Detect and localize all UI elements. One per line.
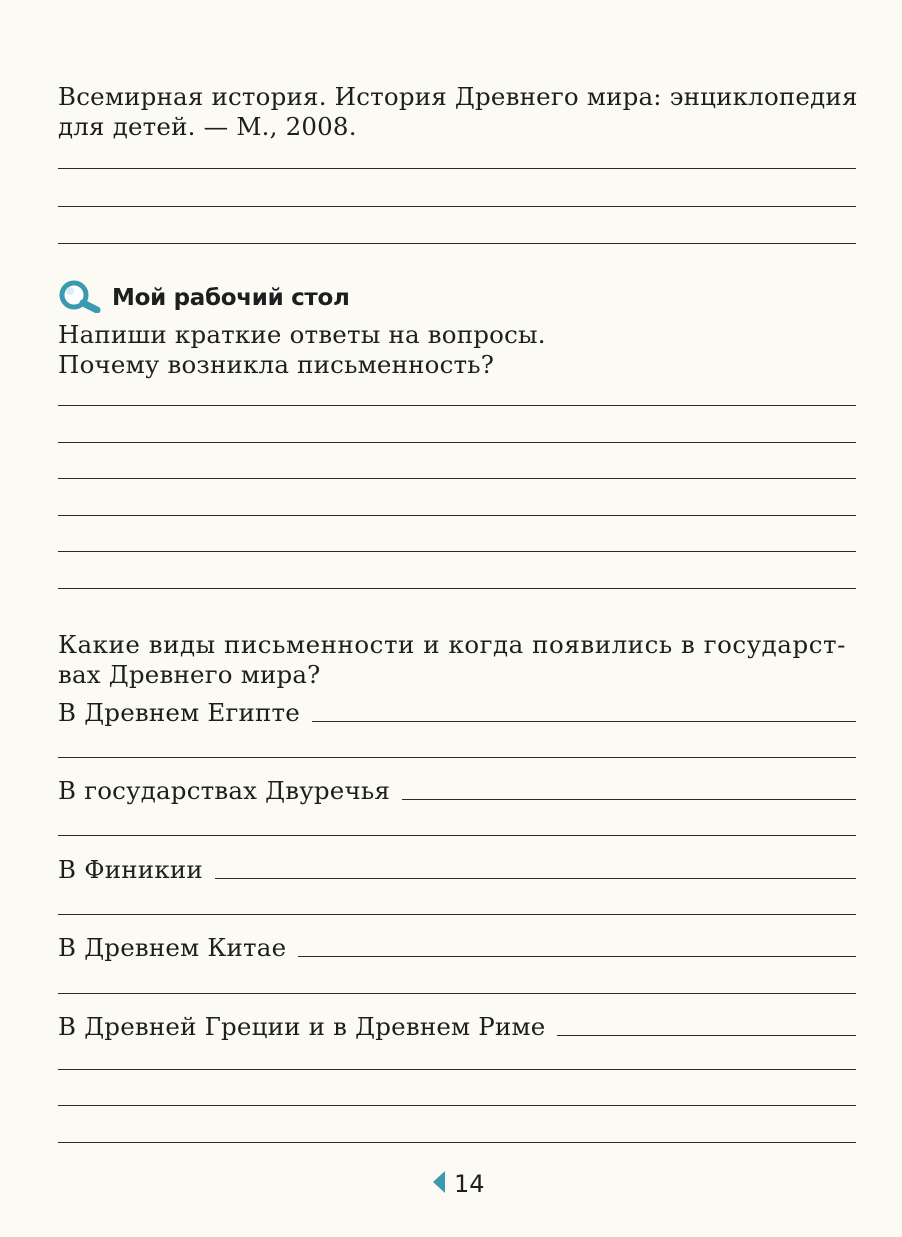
- page-arrow-icon: [432, 1170, 446, 1198]
- answer-line[interactable]: [58, 588, 856, 589]
- answer-label-egypt: В Древнем Египте: [58, 698, 300, 727]
- reference-line-2: для детей. — М., 2008.: [58, 112, 357, 141]
- answer-line[interactable]: [58, 515, 856, 516]
- answer-line[interactable]: [58, 243, 856, 244]
- answer-label-phoenicia: В Финикии: [58, 855, 203, 884]
- answer-line[interactable]: [58, 478, 856, 479]
- answer-line[interactable]: [58, 551, 856, 552]
- section-title: Мой рабочий стол: [112, 285, 350, 311]
- answer-label-greece-rome: В Древней Греции и в Древнем Риме: [58, 1012, 546, 1041]
- answer-line[interactable]: [58, 442, 856, 443]
- section-heading: [58, 280, 350, 316]
- question-2-line-2: вах Древнего мира?: [58, 660, 321, 689]
- instruction-text: Напиши краткие ответы на вопросы.: [58, 320, 546, 349]
- page-number-text: 14: [454, 1170, 485, 1198]
- answer-row-mesopotamia: [58, 772, 856, 806]
- answer-field-egypt[interactable]: [312, 721, 856, 722]
- answer-line[interactable]: [58, 993, 856, 994]
- answer-line[interactable]: [58, 757, 856, 758]
- answer-line[interactable]: [58, 914, 856, 915]
- answer-field-phoenicia[interactable]: [215, 878, 856, 879]
- question-1: Почему возникла письменность?: [58, 350, 495, 379]
- answer-line[interactable]: [58, 835, 856, 836]
- page-number: [432, 1170, 485, 1198]
- question-2-line-1: Какие виды письменности и когда появились в государст-: [58, 630, 846, 659]
- magnifier-icon: [58, 279, 104, 317]
- answer-label-china: В Древнем Китае: [58, 933, 287, 962]
- answer-line[interactable]: [58, 1142, 856, 1143]
- answer-line[interactable]: [58, 1069, 856, 1070]
- answer-row-greece-rome: [58, 1008, 856, 1042]
- answer-label-mesopotamia: В государствах Двуречья: [58, 776, 391, 805]
- answer-line[interactable]: [58, 168, 856, 169]
- answer-row-egypt: [58, 694, 856, 728]
- answer-field-greece-rome[interactable]: [557, 1035, 856, 1036]
- answer-line[interactable]: [58, 206, 856, 207]
- reference-line-1: Всемирная история. История Древнего мира: энциклопедия: [58, 82, 858, 111]
- answer-line[interactable]: [58, 1105, 856, 1106]
- answer-row-china: [58, 929, 856, 963]
- answer-field-china[interactable]: [298, 956, 856, 957]
- answer-line[interactable]: [58, 405, 856, 406]
- answer-row-phoenicia: [58, 851, 856, 885]
- answer-field-mesopotamia[interactable]: [402, 799, 856, 800]
